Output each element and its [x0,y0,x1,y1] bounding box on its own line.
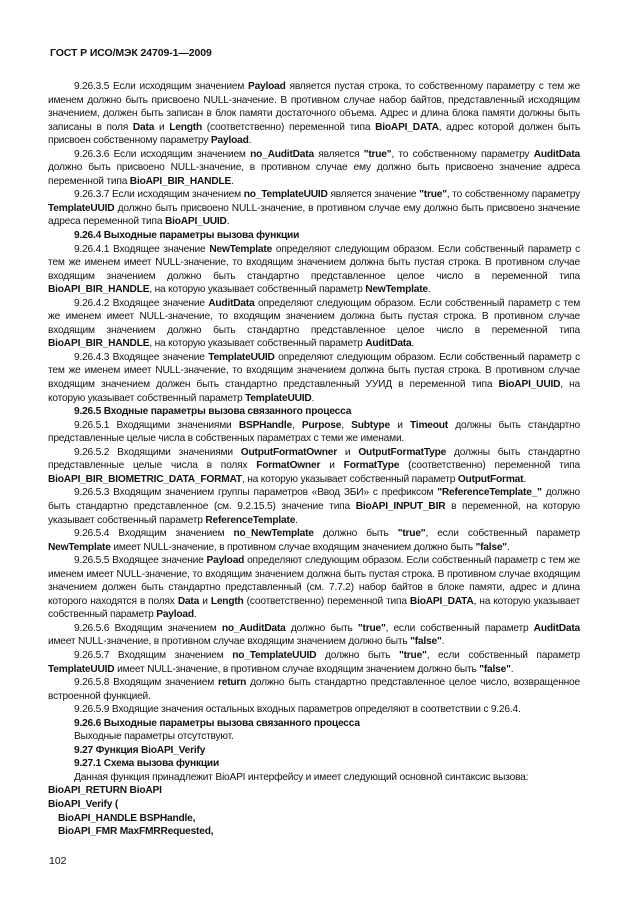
bold-term: Payload [210,135,249,147]
bold-term: OutputFormat [457,473,524,485]
paragraph [48,486,580,527]
text-run: в переменной, на которую указывает собственный параметр [48,500,580,526]
text-run: (соответственно) переменной типа [243,595,410,607]
bold-term: TemplateUUID [208,351,275,363]
bold-term: "true" [397,528,426,540]
bold-term: Timeout [409,419,449,431]
text-run: должно быть стандартно представленное (см. 9.2.15.5) значение типа [48,487,580,512]
bold-term: NewTemplate [209,243,273,255]
text-run: . [226,216,230,228]
text-run: и [199,595,211,607]
bold-term: OutputFormatType [358,446,447,458]
text-run: , на которую указывает собственный параметр [149,284,366,296]
bold-term: Payload [248,81,286,92]
text-run: 9.26.4.1 Входящее значение [74,243,210,255]
text-run: должно быть присвоено NULL-значение, в противном случае ему должно быть присвоено значение адреса переменной типа [48,202,580,228]
text-run: должно быть присвоено NULL-значение, в противном случае ему должно быть присвоено значение адреса переменной типа [48,162,580,187]
text-run: имеет NULL-значение, в противном случае входящим значением должно быть [110,541,476,553]
text-run: 9.26.5.9 Входящие значения остальных входных параметров определяют в соответствии с 9.26.4. [74,704,521,716]
bold-term: OutputFormatOwner [240,446,337,458]
text-run: и [336,446,359,458]
section-heading [48,405,580,419]
text-run: и [320,460,344,472]
text-run: . [231,175,234,187]
paragraph [48,622,580,649]
bold-term: no_TemplateUUID [232,649,317,661]
text-run: , то собственному параметру [446,189,580,201]
text-run: . [193,609,197,621]
text-run: 9.27 Функция BioAPI_Verify [74,744,206,756]
text-run: , если собственный параметр [426,649,580,661]
text-run: BioAPI_HANDLE BSPHandle, [58,812,196,824]
text-run: , на которую указывает собственный параметр [149,338,366,350]
paragraph [48,446,580,487]
text-run: . [510,663,514,675]
bold-term: TemplateUUID [48,663,115,675]
bold-term: "false" [479,663,511,675]
text-run: . [295,514,298,526]
paragraph [48,351,580,405]
bold-term: ReferenceTemplate [205,514,296,526]
text-run: определяют следующим образом. Если собственный параметр с тем же именем имеет NULL-значение, то входящим значением должна быть пустая строка. В противном случае входящим значением должен быть стандартно представленный (см. 7.7.2) набор байтов в блоке памяти, адрес и длина которого находятся в полях [48,555,580,607]
bold-term: BioAPI_DATA [375,121,439,133]
text-run: , то собственному параметру [391,148,534,160]
text-run: , на которую указывает собственный параметр [48,595,580,621]
text-run: 9.26.5.4 Входящим значением [74,528,234,540]
text-run: должно быть [285,622,358,634]
text-run: , [291,419,302,431]
bold-term: BSPHandle [238,419,292,431]
bold-term: Payload [156,609,194,621]
text-run: и [389,419,410,431]
bold-term: TemplateUUID [245,392,312,404]
paragraph [48,297,580,351]
bold-term: Purpose [301,419,342,431]
paragraph [48,188,580,229]
paragraph [48,419,580,446]
text-run: BioAPI_Verify ( [48,798,119,810]
paragraph [48,771,580,785]
text-run: 9.26.4.3 Входящее значение [74,351,209,363]
text-run: является [313,148,364,160]
text-run: 9.26.3.5 Если исходящим значением [74,81,248,92]
bold-term: BioAPI_BIR_HANDLE [48,284,150,296]
code-line [48,784,580,798]
bold-term: AuditData [208,297,255,309]
text-run: имеет NULL-значение, в противном случае входящим значением должно быть [114,663,480,675]
section-heading [48,757,580,771]
bold-term: AuditData [533,622,580,634]
text-run: 9.26.6 Выходные параметры вызова связанного процесса [74,717,360,729]
text-run: имеет NULL-значение, в противном случае входящим значением должно быть [48,636,411,648]
bold-term: no_AuditData [221,622,286,634]
paragraph [48,649,580,676]
text-run: 9.26.3.7 Если исходящим значением [74,189,244,201]
text-run: 9.27.1 Схема вызова функции [74,758,220,770]
text-run: и [154,121,170,133]
text-run: 9.26.5.1 Входящими значениями [74,419,239,431]
code-line [48,798,580,812]
text-run: . [441,636,445,648]
text-run: . [427,284,431,296]
paragraph [48,527,580,554]
text-run: является значение [327,189,420,201]
paragraph [48,243,580,297]
text-run: 9.26.3.6 Если исходящим значением [74,148,251,160]
bold-term: "true" [398,649,427,661]
text-run: , [341,419,352,431]
bold-term: "true" [357,622,386,634]
bold-term: "false" [475,541,507,553]
paragraph [48,80,580,148]
text-run: BioAPI_FMR MaxFMRRequested, [58,826,214,838]
code-line [48,812,580,826]
bold-term: Data [132,121,155,133]
bold-term: Length [210,595,244,607]
page-header-standard: ГОСТ Р ИСО/МЭК 24709-1—2009 [50,47,212,59]
text-run: Данная функция принадлежит BioAPI интерфейсу и имеет следующий основной синтаксис вызова: [74,771,529,783]
bold-term: BioAPI_BIR_HANDLE [48,338,150,350]
bold-term: Payload [206,555,245,567]
bold-term: no_NewTemplate [233,528,314,540]
text-run: 9.26.5 Входные параметры вызова связанного процесса [74,406,352,418]
bold-term: BioAPI_INPUT_BIR [355,500,446,512]
text-run: . [248,135,252,147]
bold-term: NewTemplate [48,541,111,553]
bold-term: no_AuditData [250,148,314,160]
text-run: , адрес которой должен быть присвоен собственному параметру [48,121,581,147]
text-run: 9.26.5.3 Входящим значением группы параметров «Ввод ЗБИ» с префиксом [74,487,438,499]
text-run: , если собственный параметр [385,622,534,634]
text-run: определяют следующим образом. Если собственный параметр с тем же именем имеет NULL-значение, то входящим значением должна быть пустая строка. В противном случае входящим значением должно быть стандартно представленное целое число в переменной типа [48,243,580,282]
bold-term: FormatOwner [256,460,321,472]
bold-term: "true" [419,189,447,201]
text-run: Выходные параметры отсутствуют. [74,731,234,743]
text-run: 9.26.4 Выходные параметры вызова функции [74,230,300,242]
text-run: 9.26.5.2 Входящими значениями [74,446,241,458]
text-run: 9.26.4.2 Входящее значение [74,297,209,309]
text-run: (соответственно) переменной типа [399,460,580,472]
text-run: 9.26.5.8 Входящим значением [74,677,218,689]
text-run: , если собственный параметр [425,528,580,540]
bold-term: BioAPI_UUID [498,379,561,391]
section-heading [48,717,580,731]
bold-term: "false" [410,636,442,648]
bold-term: AuditData [533,148,580,160]
bold-term: NewTemplate [365,284,428,296]
text-run: BioAPI_RETURN BioAPI [48,785,162,797]
section-heading [48,744,580,758]
bold-term: return [217,677,247,689]
body-text [48,80,580,839]
paragraph [48,730,580,744]
text-run: 9.26.5.7 Входящим значением [74,649,233,661]
paragraph [48,676,580,703]
text-run: (соответственно) переменной типа [202,121,376,133]
bold-term: Length [169,121,203,133]
bold-term: BioAPI_BIR_HANDLE [129,175,232,187]
text-run: 9.26.5.5 Входящее значение [74,555,207,567]
text-run: 9.26.5.6 Входящим значением [74,622,222,634]
bold-term: "ReferenceTemplate_" [437,487,542,499]
text-run: , на которую указывает собственный параметр [48,379,580,404]
bold-term: Data [177,595,200,607]
text-run: должно быть [316,649,399,661]
paragraph [48,703,580,717]
bold-term: FormatType [343,460,400,472]
paragraph [48,148,580,189]
bold-term: no_TemplateUUID [243,189,328,201]
bold-term: TemplateUUID [48,202,115,214]
bold-term: Subtype [351,419,390,431]
text-run: должны быть стандартно представленные целые числа в полях [48,446,580,472]
text-run: должны быть стандартно представленные целые числа в собственных параметрах с теми же именами. [48,419,580,445]
text-run: . [506,541,510,553]
page-number: 102 [49,855,67,867]
text-run: . [311,392,315,404]
bold-term: BioAPI_UUID [164,216,227,228]
text-run: определяют следующим образом. Если собственный параметр с тем же именем имеет NULL-значение, то входящим значением должна быть пустая строка. В противном случае входящим значением должен быть стандартно представленный УУИД в переменной типа [48,351,580,391]
bold-term: "true" [363,148,392,160]
text-run: . [411,338,415,350]
paragraph [48,554,580,622]
bold-term: BioAPI_DATA [409,595,474,607]
text-run: должно быть стандартно представленное целое число, возвращенное встроенной функцией. [48,677,580,702]
code-line [48,825,580,839]
text-run: является пустая строка, то собственному параметру с тем же именем должно быть присвоено NULL-значение. В противном случае набор байтов, представленный исходящим значением, должен быть записан в блок памяти достаточного объема. Адрес и длина блока памяти должны быть записаны в поля [48,81,580,133]
text-run: определяют следующим образом. Если собственный параметр с тем же именем имеет NULL-значение, то входящим значением должна быть пустая строка. В противном случае входящим значением должно быть стандартно представленное целое число в переменной типа [48,297,580,336]
text-run: . [523,473,526,485]
bold-term: BioAPI_BIR_BIOMETRIC_DATA_FORMAT [48,473,242,485]
bold-term: AuditData [365,338,412,350]
text-run: должно быть [313,528,398,540]
section-heading [48,229,580,243]
text-run: , на которую указывает собственный параметр [241,473,458,485]
